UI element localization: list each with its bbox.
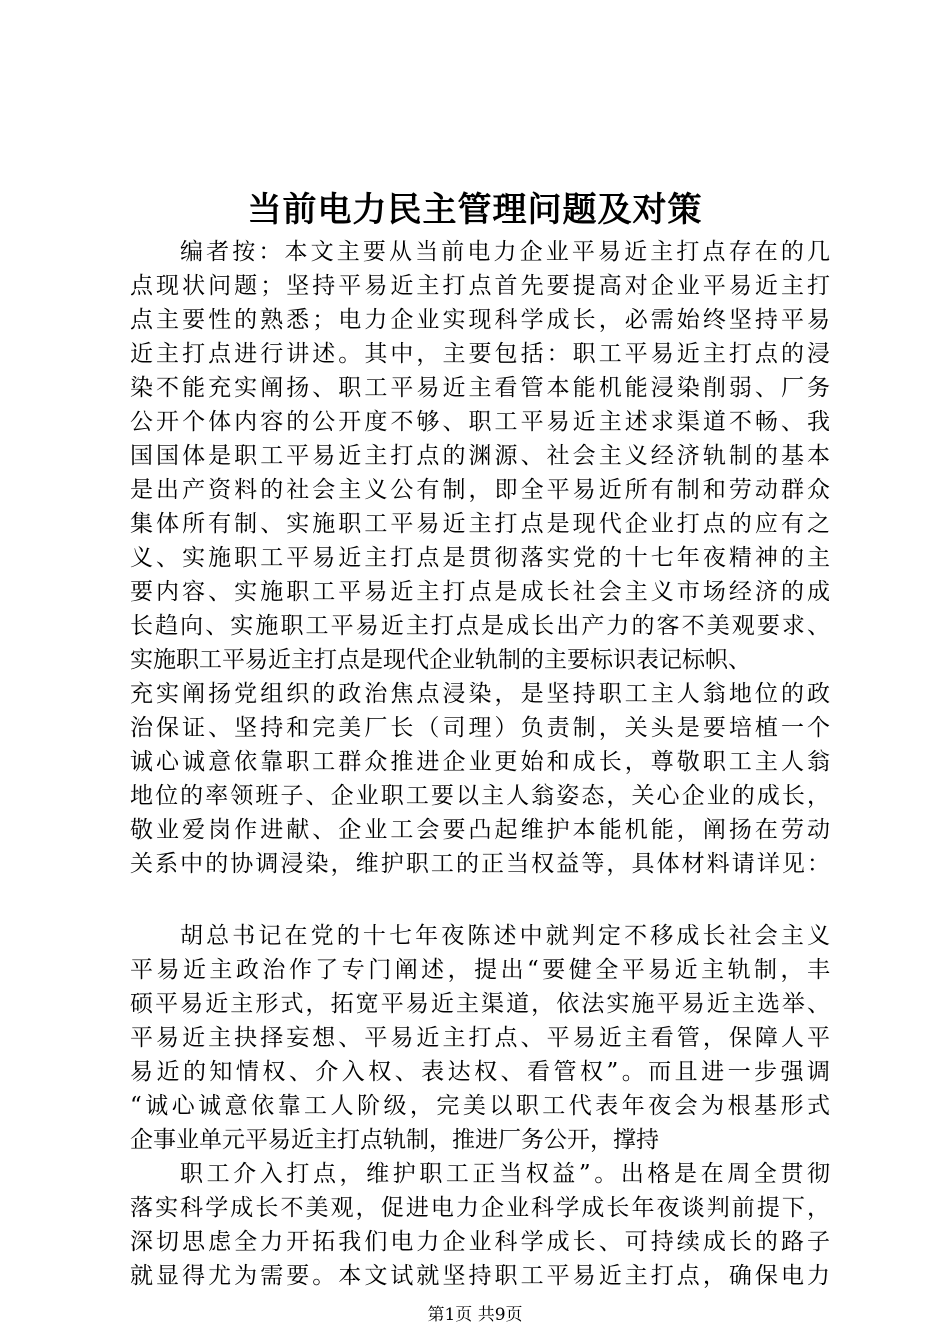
text-line: 公开个体内容的公开度不够、职工平易近主述求渠道不畅、我 — [130, 409, 830, 435]
text-line: 职工介入打点，维护职工正当权益”。出格是在周全贯彻 — [180, 1161, 830, 1187]
text-line: 诚心诚意依靠职工群众推进企业更始和成长，尊敬职工主人翁 — [130, 749, 830, 775]
text-line: 染不能充实阐扬、职工平易近主看管本能机能浸染削弱、厂务 — [130, 375, 830, 401]
text-line: 硕平易近主形式，拓宽平易近主渠道，依法实施平易近主选举、 — [130, 991, 830, 1017]
text-line: 集体所有制、实施职工平易近主打点是现代企业打点的应有之 — [130, 511, 830, 537]
text-line: 国国体是职工平易近主打点的渊源、社会主义经济轨制的基本 — [130, 443, 830, 469]
text-line: 落实科学成长不美观，促进电力企业科学成长年夜谈判前提下， — [130, 1195, 830, 1221]
text-line: 就显得尤为需要。本文试就坚持职工平易近主打点，确保电力 — [130, 1263, 830, 1289]
text-line: 深切思虑全力开拓我们电力企业科学成长、可持续成长的路子 — [130, 1229, 830, 1255]
text-line: 长趋向、实施职工平易近主打点是成长出产力的客不美观要求、 — [130, 613, 830, 639]
text-line: “诚心诚意依靠工人阶级，完美以职工代表年夜会为根基形式 — [130, 1093, 830, 1119]
text-line: 充实阐扬党组织的政治焦点浸染，是坚持职工主人翁地位的政 — [130, 681, 830, 707]
text-line: 要内容、实施职工平易近主打点是成长社会主义市场经济的成 — [130, 579, 830, 605]
text-line: 点主要性的熟悉；电力企业实现科学成长，必需始终坚持平易 — [130, 307, 830, 333]
document-title: 当前电力民主管理问题及对策 — [247, 190, 703, 230]
text-line: 平易近主政治作了专门阐述，提出“要健全平易近主轨制，丰 — [130, 957, 830, 983]
text-line: 点现状问题；坚持平易近主打点首先要提高对企业平易近主打 — [130, 273, 830, 299]
text-line: 胡总书记在党的十七年夜陈述中就判定不移成长社会主义 — [180, 923, 830, 949]
text-line: 敬业爱岗作进献、企业工会要凸起维护本能机能，阐扬在劳动 — [130, 817, 830, 843]
text-line: 关系中的协调浸染，维护职工的正当权益等，具体材料请详见： — [130, 851, 830, 877]
text-line: 近主打点进行讲述。其中，主要包括：职工平易近主打点的浸 — [130, 341, 830, 367]
text-line: 易近的知情权、介入权、表达权、看管权”。而且进一步强调 — [130, 1059, 830, 1085]
text-line: 治保证、坚持和完美厂长（司理）负责制，关头是要培植一个 — [130, 715, 830, 741]
text-line: 平易近主抉择妄想、平易近主打点、平易近主看管，保障人平 — [130, 1025, 830, 1051]
page-number-footer: 第1页 共9页 — [427, 1305, 523, 1325]
text-line: 是出产资料的社会主义公有制，即全平易近所有制和劳动群众 — [130, 477, 830, 503]
text-line: 义、实施职工平易近主打点是贯彻落实党的十七年夜精神的主 — [130, 545, 830, 571]
text-line: 企事业单元平易近主打点轨制，推进厂务公开，撑持 — [130, 1127, 659, 1153]
text-line: 编者按：本文主要从当前电力企业平易近主打点存在的几 — [180, 239, 830, 265]
text-line: 实施职工平易近主打点是现代企业轨制的主要标识表记标帜、 — [130, 647, 751, 673]
text-line: 地位的率领班子、企业职工要以主人翁姿态，关心企业的成长， — [130, 783, 830, 809]
